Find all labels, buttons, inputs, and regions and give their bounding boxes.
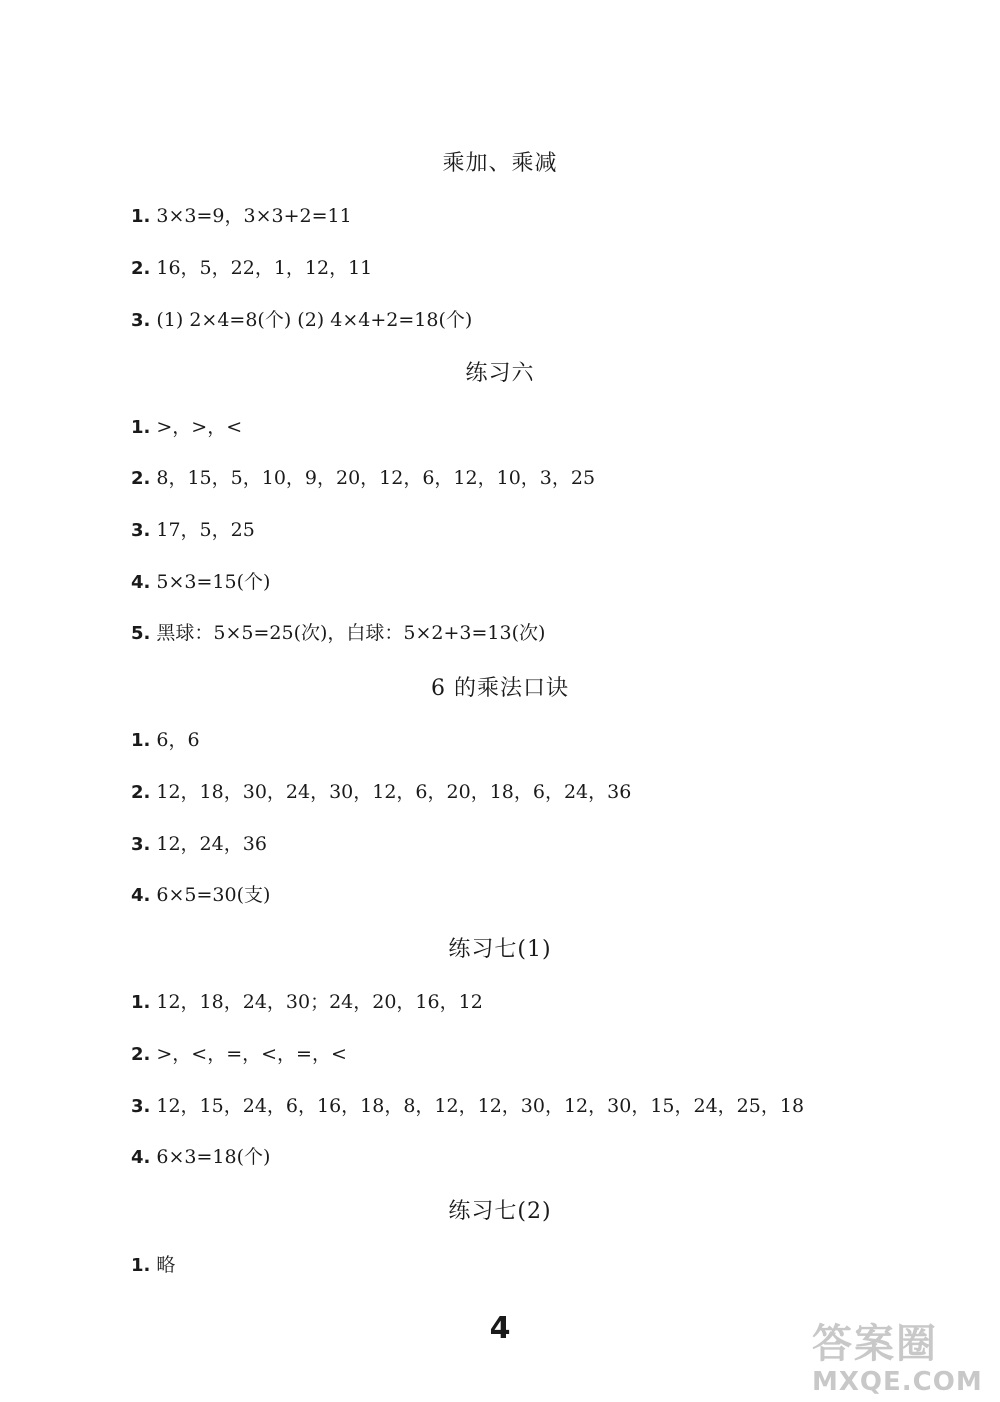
watermark-text: 答案圈 xyxy=(812,1321,938,1367)
item-number: 4. xyxy=(131,885,151,906)
item-number: 1. xyxy=(131,730,151,751)
item-text: 6×3=18(个) xyxy=(156,1146,271,1168)
item-number: 1. xyxy=(131,206,151,227)
answer-item xyxy=(131,725,200,752)
item-number: 2. xyxy=(131,782,151,803)
answer-item xyxy=(131,1039,347,1066)
section-title: 乘加、乘减 xyxy=(442,151,558,176)
answer-item xyxy=(131,201,352,228)
item-number: 5. xyxy=(131,623,151,644)
item-text: 黑球：5×5=25(次)，白球：5×2+3=13(次) xyxy=(156,622,546,644)
item-text: 6×5=30(支) xyxy=(156,884,271,906)
section-title: 6 的乘法口诀 xyxy=(431,676,569,701)
item-number: 3. xyxy=(131,310,151,331)
item-text: 12，18，24，30；24，20，16，12 xyxy=(156,991,483,1013)
item-text: 3×3=9，3×3+2=11 xyxy=(156,205,352,227)
answer-item xyxy=(131,1250,175,1277)
answer-item xyxy=(131,1142,270,1169)
item-text: 5×3=15(个) xyxy=(156,571,271,593)
item-number: 2. xyxy=(131,468,151,489)
item-text: >，>，< xyxy=(156,416,243,438)
item-text: 12，24，36 xyxy=(156,833,267,855)
answer-item xyxy=(131,987,483,1014)
item-number: 2. xyxy=(131,1044,151,1065)
section-title: 练习七(2) xyxy=(448,1199,552,1224)
item-number: 3. xyxy=(131,520,151,541)
watermark-logo xyxy=(812,1312,982,1397)
answer-item xyxy=(131,1091,804,1118)
answer-item xyxy=(131,880,270,907)
item-text: >，<，=，<，=，< xyxy=(156,1043,347,1065)
item-number: 4. xyxy=(131,572,151,593)
item-text: 17，5，25 xyxy=(156,519,255,541)
item-number: 1. xyxy=(131,417,151,438)
page-number: 4 xyxy=(489,1311,511,1346)
item-number: 1. xyxy=(131,1255,151,1276)
answer-item xyxy=(131,618,545,645)
item-text: 略 xyxy=(156,1254,176,1276)
item-number: 4. xyxy=(131,1147,151,1168)
answer-item xyxy=(131,412,242,439)
answer-item xyxy=(131,463,595,490)
answer-item xyxy=(131,829,267,856)
answer-item xyxy=(131,515,255,542)
answer-item xyxy=(131,567,270,594)
item-number: 2. xyxy=(131,258,151,279)
item-text: 12，18，30，24，30，12，6，20，18，6，24，36 xyxy=(156,781,632,803)
section-title: 练习七(1) xyxy=(448,937,552,962)
item-text: (1) 2×4=8(个) (2) 4×4+2=18(个) xyxy=(156,309,473,331)
item-text: 8，15，5，10，9，20，12，6，12，10，3，25 xyxy=(156,467,596,489)
item-number: 1. xyxy=(131,992,151,1013)
watermark-url: MXQE.COM xyxy=(812,1367,983,1397)
item-text: 6，6 xyxy=(156,729,200,751)
item-text: 16，5，22，1，12，11 xyxy=(156,257,373,279)
answer-item xyxy=(131,305,472,332)
item-text: 12，15，24，6，16，18，8，12，12，30，12，30，15，24，25，18 xyxy=(156,1095,805,1117)
answer-item xyxy=(131,253,372,280)
item-number: 3. xyxy=(131,834,151,855)
section-title: 练习六 xyxy=(465,361,535,386)
answer-item xyxy=(131,777,631,804)
item-number: 3. xyxy=(131,1096,151,1117)
